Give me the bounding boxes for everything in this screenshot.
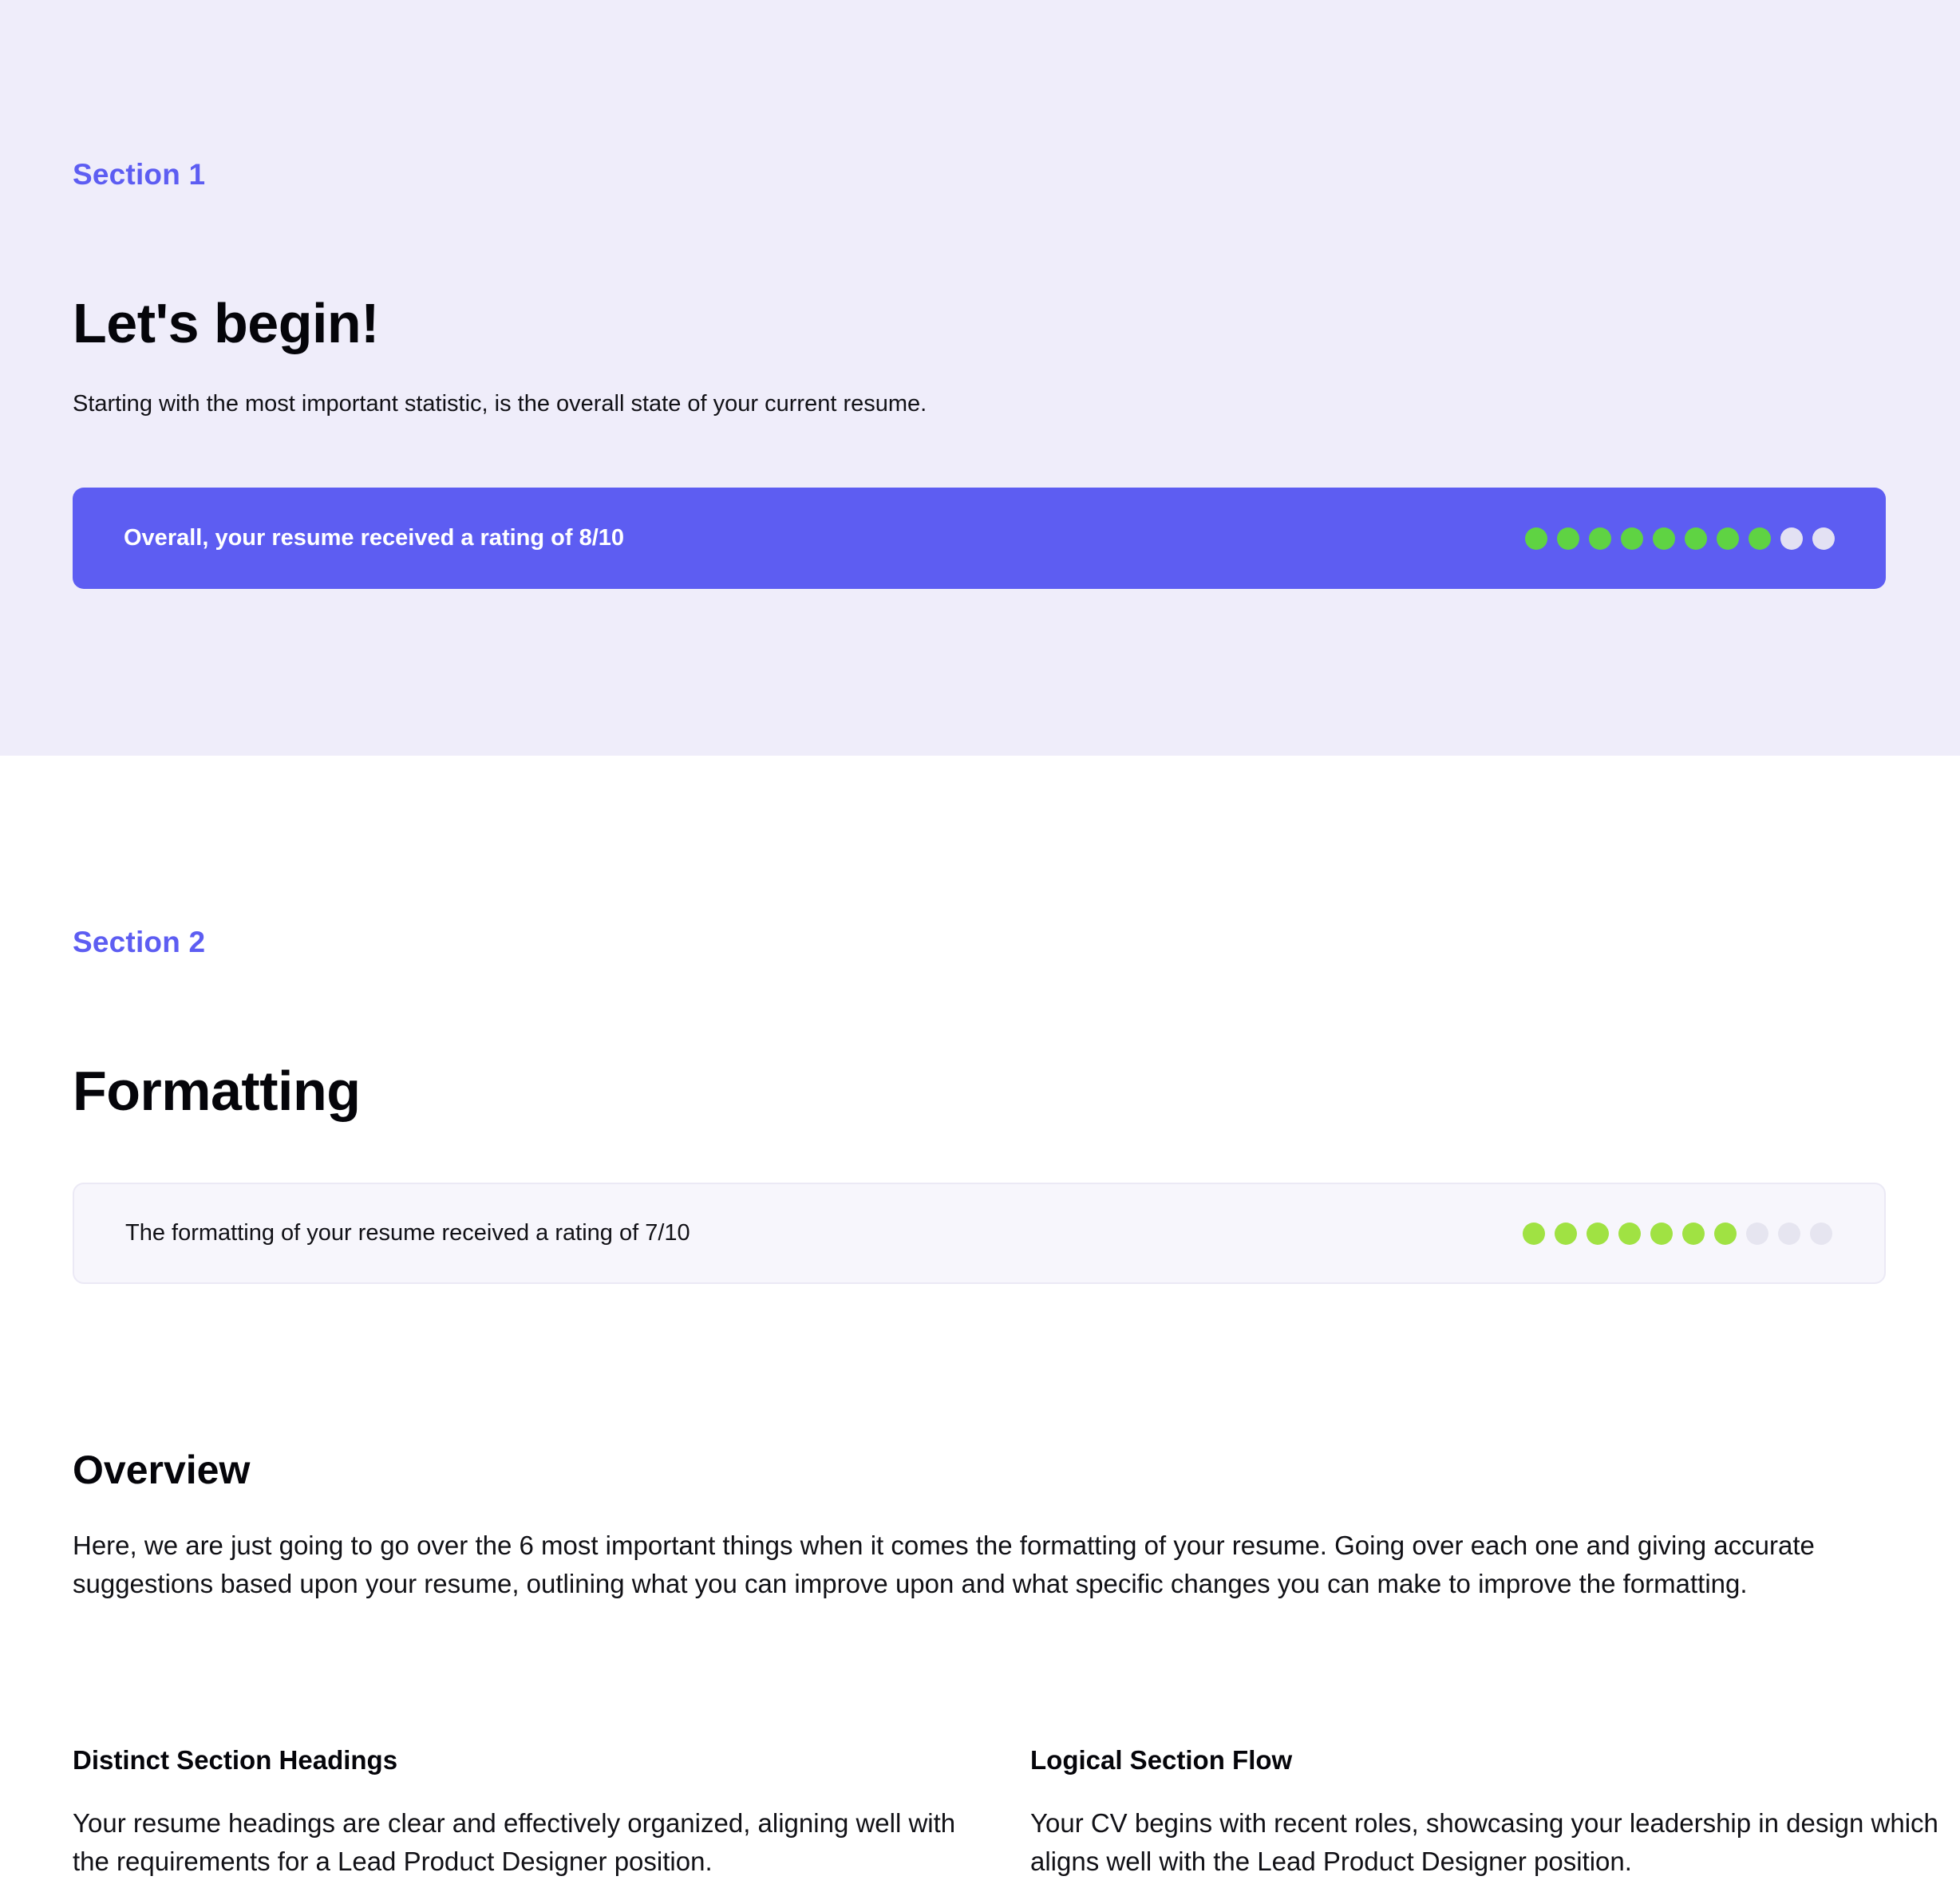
formatting-rating-dots [1523,1184,1832,1282]
section-formatting [0,756,1960,1896]
rating-dot-filled [1555,1223,1577,1245]
overview-text: Here, we are just going to go over the 6 most important things when it comes the formatting of your resume. Going over each one and giving accurate suggestions based upon your resume, outlining what you can improve upon and what specific changes you can make to improve the formatting. [73,1531,1815,1598]
rating-dot-filled [1618,1223,1641,1245]
rating-dot-filled [1523,1223,1545,1245]
rating-dot-empty [1746,1223,1768,1245]
rating-dot-filled [1525,527,1547,550]
rating-dot-filled [1587,1223,1609,1245]
formatting-rating-label: The formatting of your resume received a rating of 7/10 [125,1220,690,1246]
rating-dot-filled [1650,1223,1673,1245]
page-title: Let's begin! [73,292,379,354]
formatting-item [73,1745,982,1881]
section-title: Formatting [73,1060,361,1122]
rating-dot-filled [1653,527,1675,550]
formatting-item [1030,1745,1940,1881]
rating-dot-empty [1810,1223,1832,1245]
formatting-rating-card [73,1183,1886,1284]
formatting-item-title: Logical Section Flow [1030,1745,1293,1775]
rating-dot-filled [1717,527,1739,550]
rating-dot-filled [1714,1223,1737,1245]
rating-dot-empty [1778,1223,1800,1245]
rating-dot-filled [1685,527,1707,550]
overall-rating-dots [1525,488,1835,589]
section-overall-rating [0,0,1960,756]
rating-dot-filled [1589,527,1611,550]
section-eyebrow: Section 2 [73,926,206,958]
section-eyebrow: Section 1 [73,158,206,191]
overall-rating-label: Overall, your resume received a rating of 8/10 [124,525,625,551]
rating-dot-filled [1749,527,1771,550]
overall-rating-banner [73,488,1886,589]
section-lead-text: Starting with the most important statistic, is the overall state of your current resume. [73,391,927,417]
rating-dot-filled [1621,527,1643,550]
rating-dot-filled [1557,527,1579,550]
formatting-item-title: Distinct Section Headings [73,1745,398,1775]
overview-heading: Overview [73,1448,251,1492]
rating-dot-empty [1780,527,1803,550]
rating-dot-empty [1812,527,1835,550]
formatting-item-text: Your CV begins with recent roles, showcasing your leadership in design which aligns well with the Lead Product Designer position. [1030,1808,1938,1876]
rating-dot-filled [1682,1223,1705,1245]
formatting-item-text: Your resume headings are clear and effectively organized, aligning well with the requirements for a Lead Product Designer position. [73,1808,956,1876]
